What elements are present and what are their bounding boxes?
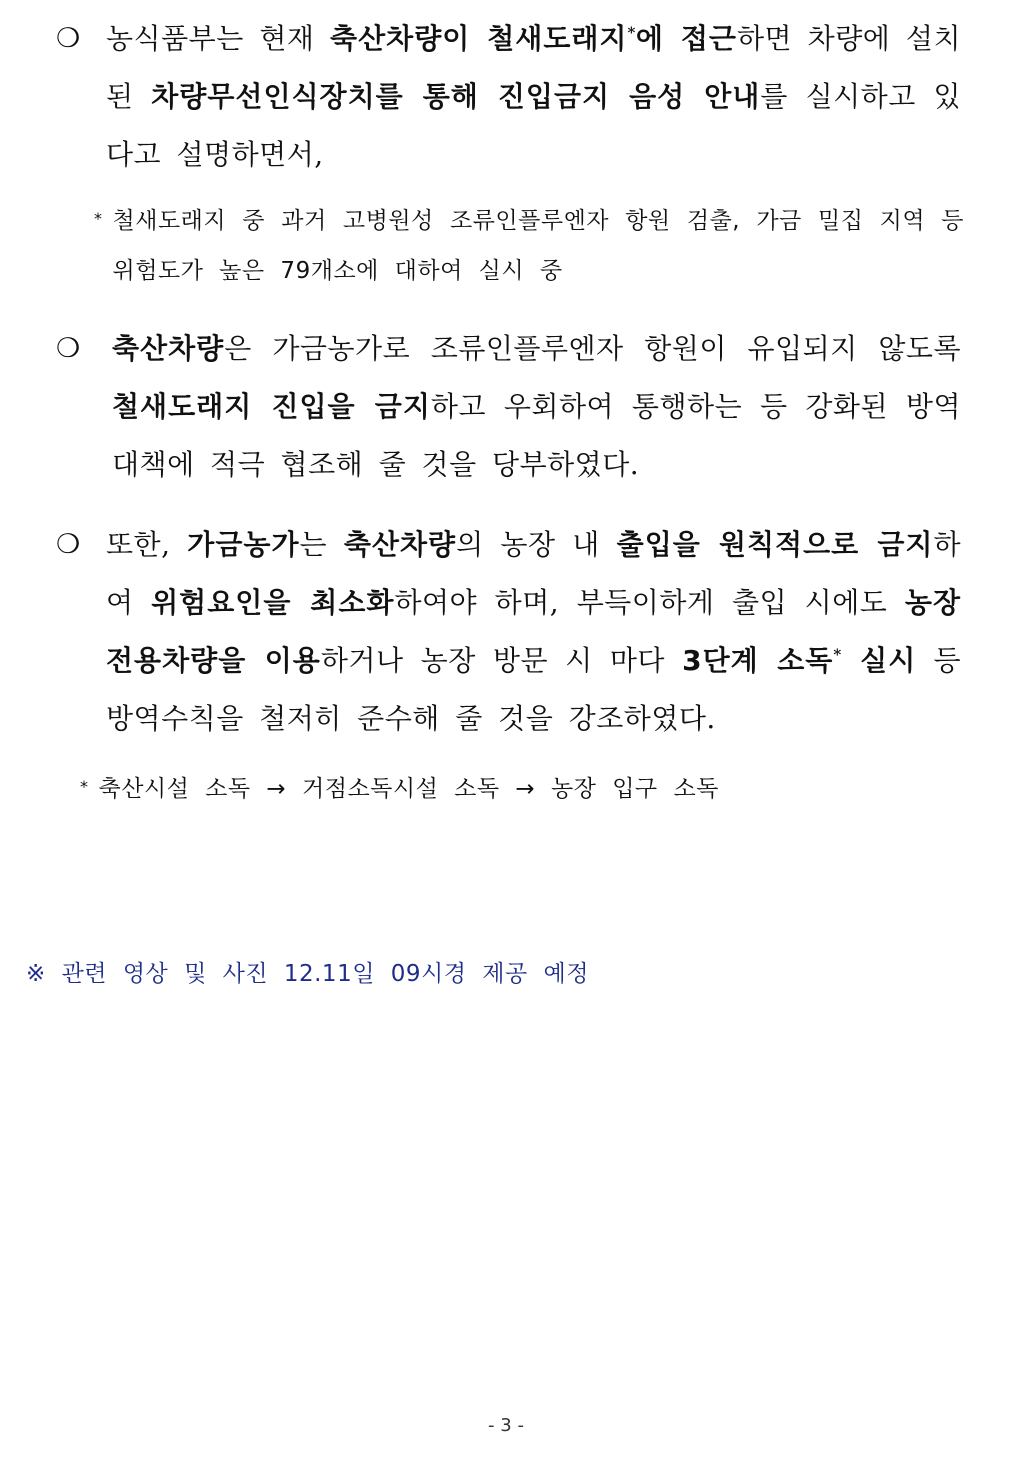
body-text: 를 실시하고 있다고 설명하면서, <box>106 80 962 171</box>
footnote-1-text: 철새도래지 중 과거 고병원성 조류인플루엔자 항원 검출, 가금 밀집 지역 등 위험도가 높은 79개소에 대하여 실시 중 <box>112 208 964 284</box>
emphasis-text: 차량무선인식장치를 통해 진입금지 음성 안내 <box>151 80 761 113</box>
paragraph-3 <box>56 516 961 748</box>
bullet-circle-icon: ❍ <box>56 23 81 54</box>
emphasis-text: 철새도래지 진입을 금지 <box>112 390 431 423</box>
footnote-2-marker: * <box>80 777 89 796</box>
body-text: 는 <box>299 528 344 561</box>
paragraph-3-text <box>106 516 961 748</box>
page-number: - 3 - <box>488 1415 524 1436</box>
emphasis-text: 축산차량이 철새도래지 <box>330 22 628 55</box>
body-text: 하면 차량에 설치된 <box>106 22 961 113</box>
body-text: 의 농장 내 <box>456 528 617 561</box>
emphasis-text: 에 접근 <box>635 22 737 55</box>
footnote-1 <box>94 196 964 296</box>
emphasis-text: 3단계 소독 <box>682 644 834 677</box>
emphasis-text: 위험요인을 최소화 <box>151 586 395 619</box>
footnote-2 <box>80 764 950 814</box>
body-text: 은 가금농가로 조류인플루엔자 항원이 유입되지 않도록 <box>224 332 961 365</box>
body-text: 하여 <box>106 528 961 619</box>
body-text: 하여야 하며, 부득이하게 출입 시에도 <box>394 586 905 619</box>
body-text: 등 방역수칙을 철저히 준수해 줄 것을 강조하였다. <box>106 644 961 735</box>
emphasis-text: 출입을 원칙적으로 금지 <box>616 528 934 561</box>
emphasis-text: 실시 <box>841 644 917 677</box>
paragraph-1 <box>56 10 961 184</box>
footnote-marker: * <box>833 645 842 664</box>
footnote-2-text: 축산시설 소독 → 거점소독시설 소독 → 농장 입구 소독 <box>98 776 719 802</box>
body-text: 농식품부는 현재 <box>106 22 331 55</box>
paragraph-2 <box>56 320 961 494</box>
body-text: 하거나 농장 방문 시 마다 <box>320 644 683 677</box>
footnote-1-marker: * <box>94 209 103 228</box>
body-text: 또한, <box>106 528 188 561</box>
paragraph-1-text <box>106 10 961 184</box>
paragraph-2-text <box>112 320 961 494</box>
related-media-notice: ※ 관련 영상 및 사진 12.11일 09시경 제공 예정 <box>26 961 589 987</box>
emphasis-text: 축산차량 <box>112 332 225 365</box>
bullet-circle-icon: ❍ <box>56 529 81 560</box>
emphasis-text: 농장 전용차량을 이용 <box>106 586 962 677</box>
bullet-circle-icon: ❍ <box>56 333 81 364</box>
emphasis-text: 축산차량 <box>343 528 457 561</box>
footnote-marker: * <box>627 23 636 42</box>
body-text: 하고 우회하여 통행하는 등 강화된 방역대책에 적극 협조해 줄 것을 당부하였다. <box>112 390 961 481</box>
emphasis-text: 가금농가 <box>187 528 300 561</box>
